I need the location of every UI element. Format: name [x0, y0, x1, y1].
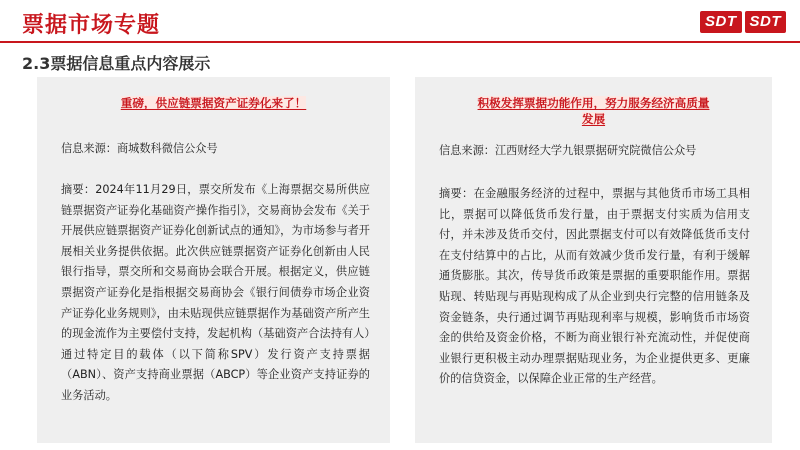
left-news-panel — [37, 77, 390, 443]
logo-badge-1: SDT — [700, 11, 742, 33]
right-headline-line1: 积极发挥票据功能作用，努力服务经济高质量 — [477, 96, 710, 110]
right-headline — [439, 95, 748, 127]
right-summary: 摘要：在金融服务经济的过程中，票据与其他货币市场工具相比，票据可以降低货币发行量，由于票据支付实质为信用支付，并未涉及货币交付，因此票据支付可以有效降低货币支付在支付结算中的占比，从而有效减少货币发行量，有利于缓解通货膨胀。其次，传导货币政策是票据的重要职能作用。票据贴现、转贴现与再贴现构成了从企业到央行完整的信用链条及资金链条，央行通过调节再贴现利率与规模，影响货币市场资金的供给及资金价格，不断为商业银行补充流动性，并促使商业银行更积极主动办理票据贴现业务，为企业提供更多、更廉价的信贷资金，以保障企业正常的生产经营。 — [439, 187, 750, 386]
right-news-panel — [415, 77, 772, 443]
left-summary: 摘要：2024年11月29日，票交所发布《上海票据交易所供应链票据资产证券化基础资产操作指引》，交易商协会发布《关于开展供应链票据资产证券化创新试点的通知》，为市场参与者开展相关业务提供依据。此次供应链票据资产证券化创新由人民银行指导，票交所和交易商协会联合开展。根据定义，供应链票据资产证券化是指根据交易商协会《银行间债券市场企业资产证券化业务规则》，由未贴现供应链票据作为基础资产所产生的现金流作为主要偿付支持，发起机构（基础资产合法持有人）通过特定目的载体（以下简称SPV）发行资产支持票据（ABN）、资产支持商业票据（ABCP）等企业资产支持证券的业务活动。 — [61, 183, 370, 402]
section-subtitle: 2.3票据信息重点内容展示 — [22, 54, 211, 73]
brand-logo — [700, 11, 786, 33]
logo-badge-2: SDT — [745, 11, 787, 33]
left-source: 信息来源：商城数科微信公众号 — [61, 142, 218, 155]
right-headline-line2: 发展 — [581, 112, 606, 126]
left-headline — [61, 95, 366, 111]
left-headline-text: 重磅，供应链票据资产证券化来了！ — [120, 96, 307, 110]
right-source: 信息来源：江西财经大学九银票据研究院微信公众号 — [439, 144, 697, 157]
page-title: 票据市场专题 — [22, 13, 161, 38]
header-divider — [0, 41, 800, 43]
